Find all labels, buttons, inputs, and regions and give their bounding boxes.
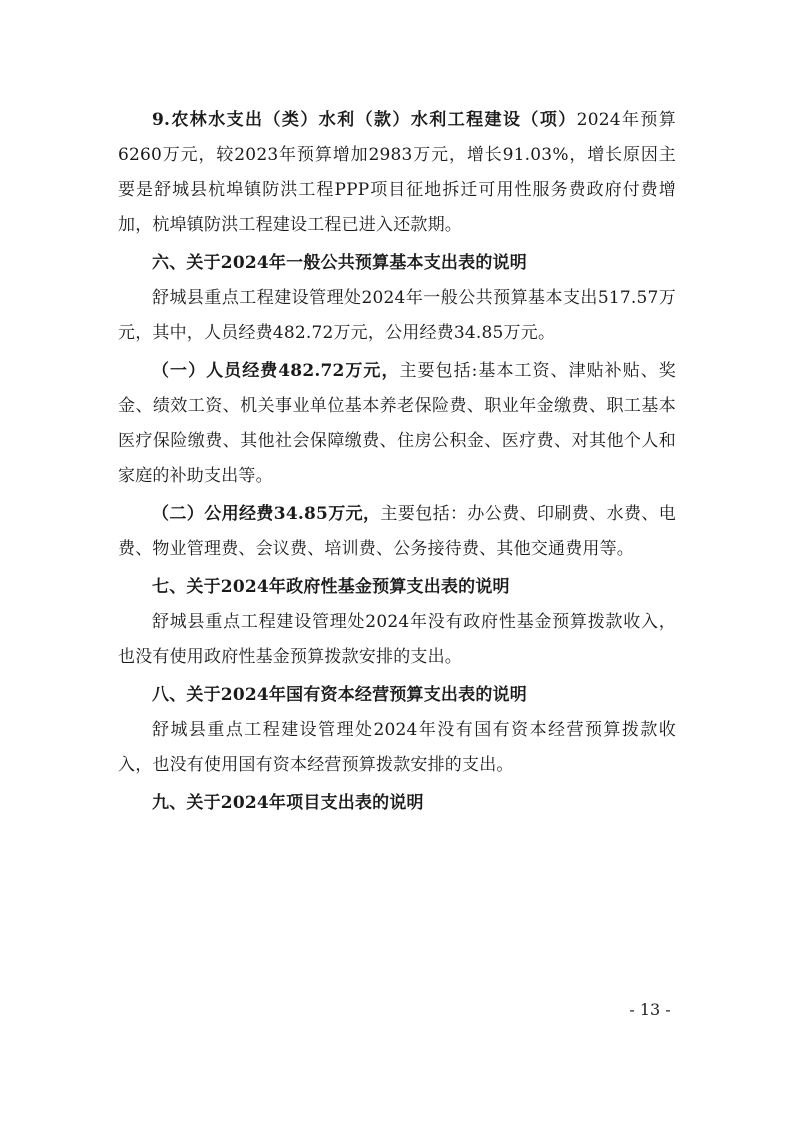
- paragraph-personnel-expenses: [118, 354, 676, 494]
- paragraph-government-fund: 舒城县重点工程建设管理处2024年没有政府性基金预算拨款收入，也没有使用政府性基金预算拨款安排的支出。: [118, 612, 676, 667]
- paragraph-text: 主要包括:基本工资、津贴补贴、奖金、绩效工资、机关事业单位基本养老保险费、职业年金缴费、职工基本医疗保险缴费、其他社会保障缴费、住房公积金、医疗费、对其他个人和家庭的补助支出等。: [118, 361, 676, 486]
- paragraph-public-expenses: [118, 497, 676, 567]
- paragraph-water-conservancy: [118, 103, 676, 243]
- paragraph-lead: 9.农林水支出（类）水利（款）水利工程建设（项）: [152, 110, 577, 130]
- section-heading-6: 六、关于2024年一般公共预算基本支出表的说明: [152, 253, 527, 273]
- section-heading-7: 七、关于2024年政府性基金预算支出表的说明: [152, 577, 510, 597]
- page-number: - 13 -: [629, 1000, 671, 1019]
- paragraph-text: 主要包括：办公费、印刷费、水费、电费、物业管理费、会议费、培训费、公务接待费、其他交通费用等。: [118, 504, 676, 559]
- paragraph-lead: （二）公用经费34.85万元，: [152, 504, 381, 524]
- paragraph-text: 2024年预算6260万元，较2023年预算增加2983万元，增长91.03%，增长原因主要是舒城县杭埠镇防洪工程PPP项目征地拆迁可用性服务费政府付费增加，杭埠镇防洪工程建设工程已进入还款期。: [118, 110, 677, 235]
- section-heading-9: 九、关于2024年项目支出表的说明: [152, 793, 424, 813]
- paragraph-basic-expenditure: 舒城县重点工程建设管理处2024年一般公共预算基本支出517.57万元，其中，人员经费482.72万元，公用经费34.85万元。: [118, 288, 676, 343]
- document-body: [118, 103, 676, 821]
- paragraph-state-capital: 舒城县重点工程建设管理处2024年没有国有资本经营预算拨款收入，也没有使用国有资本经营预算拨款安排的支出。: [118, 720, 676, 775]
- section-heading-8: 八、关于2024年国有资本经营预算支出表的说明: [152, 685, 527, 705]
- paragraph-lead: （一）人员经费482.72万元，: [152, 361, 400, 381]
